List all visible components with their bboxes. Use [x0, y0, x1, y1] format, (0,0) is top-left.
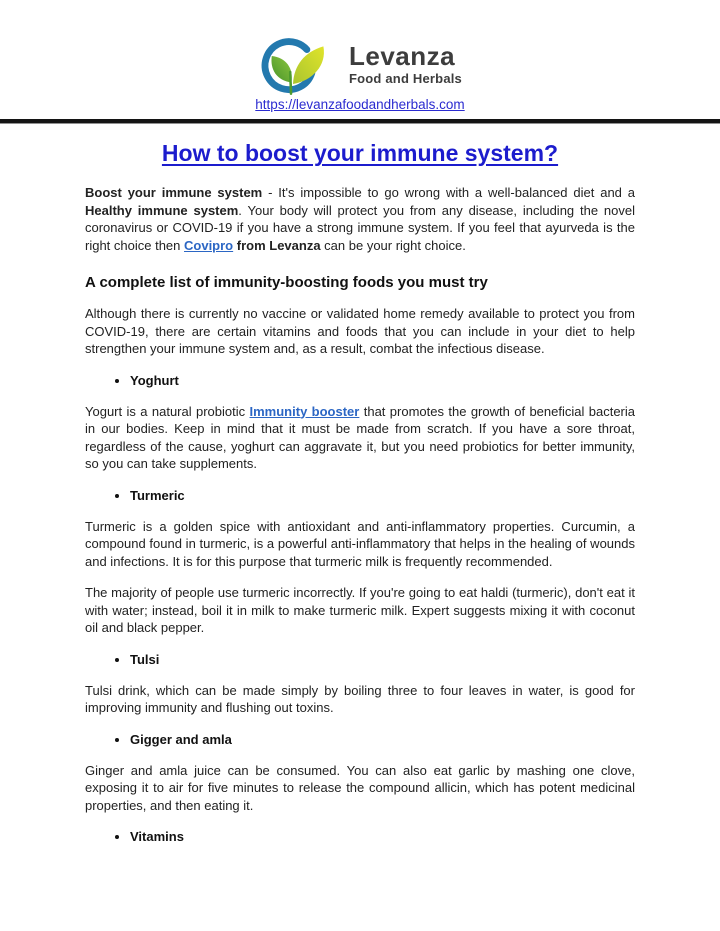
covipro-link[interactable]: Covipro: [184, 237, 234, 253]
brand-tagline: Food and Herbals: [349, 70, 462, 86]
bullet-list-turmeric: [85, 487, 635, 504]
intro-bold-healthy: Healthy immune system: [85, 202, 239, 218]
tulsi-paragraph: Tulsi drink, which can be made simply by boiling three to four leaves in water, is good for improving immunity and flushing out toxins.: [85, 682, 635, 715]
website-link[interactable]: https://levanzafoodandherbals.com: [255, 97, 465, 112]
intro-bold-from-levanza: from Levanza: [233, 237, 321, 253]
intro-paragraph: [85, 184, 635, 254]
article-body: [85, 140, 635, 845]
immunity-booster-link[interactable]: Immunity booster: [249, 403, 360, 419]
bullet-item-tulsi: • Tulsi: [130, 651, 635, 668]
ginger-amla-paragraph: Ginger and amla juice can be consumed. You can also eat garlic by mashing one clove, exposing it to air for five minutes to release the compound allicin, which has potent medicinal properties, and then eating it.: [85, 762, 635, 813]
section-lead-paragraph: Although there is currently no vaccine or validated home remedy available to protect you from COVID-19, there are certain vitamins and foods that you can include in your diet to help strengthen your immune system and, as a result, combat the infectious disease.: [85, 306, 635, 356]
page-title: How to boost your immune system?: [161, 140, 559, 166]
bullet-item-vitamins: • Vitamins: [130, 828, 635, 845]
brand-name: Levanza: [349, 40, 456, 71]
intro-text-3: can be your right choice.: [320, 237, 466, 253]
turmeric-paragraph-2: The majority of people use turmeric incorrectly. If you're going to eat haldi (turmeric), don't eat it with water; instead, boil it in milk to make turmeric milk. Expert suggests mixing it with coconut oil and black pepper.: [85, 585, 635, 635]
intro-bold-boost: Boost your immune system: [85, 185, 263, 200]
bullet-list-yoghurt: [85, 372, 635, 389]
turmeric-paragraph-1: Turmeric is a golden spice with antioxidant and anti-inflammatory properties. Curcumin, a compound found in turmeric, is a powerful anti-inflammatory that helps in the healing of wounds and infections. It is for this purpose that turmeric milk is frequently recommended.: [85, 518, 635, 569]
bullet-item-turmeric: • Turmeric: [130, 487, 635, 504]
bullet-list-ginger-amla: [85, 731, 635, 748]
logo-text-block: [349, 40, 462, 86]
section-heading: A complete list of immunity-boosting foods you must try: [85, 274, 488, 291]
header-divider: [0, 119, 720, 124]
bullet-item-yoghurt: • Yoghurt: [130, 372, 635, 389]
bullet-item-ginger-amla: • Gigger and amla: [130, 731, 635, 748]
intro-text-2: . Your body will protect you from any disease, including the novel coronavirus or COVID-19 if you have a strong immune system. If you feel that ayurveda is the right choice then: [85, 202, 635, 253]
intro-text-1: - It's impossible to go wrong with a well-balanced diet and a: [262, 185, 635, 200]
yoghurt-text-2: that promotes the growth of beneficial bacteria in our bodies. Keep in mind that it must be made from scratch. If you have a sore throat, regardless of the cause, yoghurt can aggravate it, but you need probiotics for better immunity, so you can take supplements.: [85, 403, 635, 471]
yoghurt-paragraph: [85, 403, 635, 473]
yoghurt-text-1: Yogurt is a natural probiotic: [85, 403, 250, 419]
bullet-list-tulsi: [85, 651, 635, 668]
levanza-logo: [0, 33, 720, 95]
bullet-list-vitamins: [85, 828, 635, 845]
leaf-circle-logo-icon: [258, 32, 344, 96]
page-header: [0, 0, 720, 114]
